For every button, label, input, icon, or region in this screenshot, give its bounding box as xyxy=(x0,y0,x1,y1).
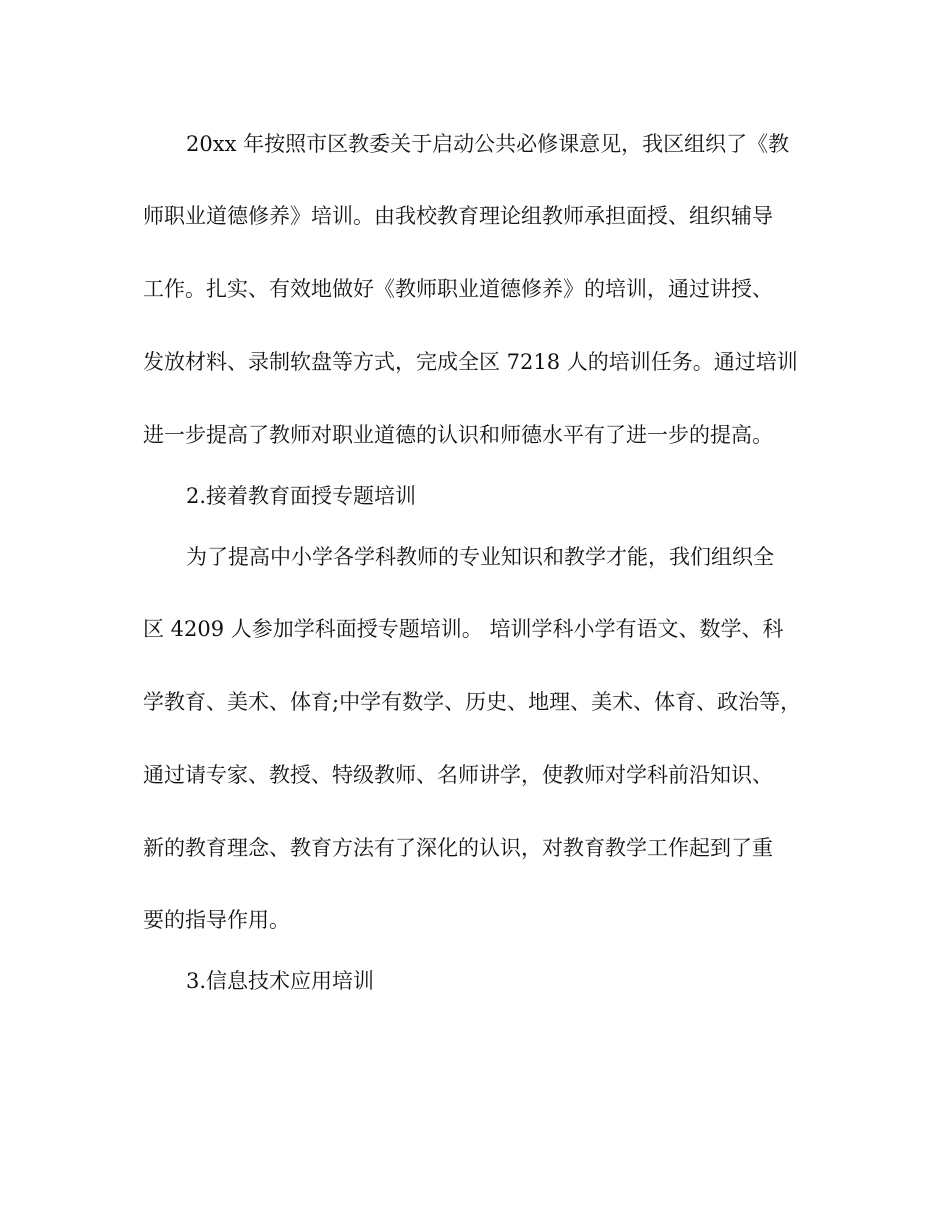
paragraph-2-line-1: 为了提高中小学各学科教师的专业知识和教学才能，我们组织全 xyxy=(186,545,774,569)
paragraph-1-line-5: 进一步提高了教师对职业道德的认识和师德水平有了进一步的提高。 xyxy=(143,423,773,447)
section-heading-3: 3.信息技术应用培训 xyxy=(186,969,375,993)
paragraph-2-line-5: 新的教育理念、教育方法有了深化的认识，对教育教学工作起到了重 xyxy=(143,836,773,860)
paragraph-2-line-3: 学教育、美术、体育;中学有数学、历史、地理、美术、体育、政治等， xyxy=(143,690,802,714)
paragraph-1-line-4: 发放材料、录制软盘等方式，完成全区 7218 人的培训任务。通过培训 xyxy=(143,350,798,374)
paragraph-2-line-4: 通过请专家、教授、特级教师、名师讲学，使教师对学科前沿知识、 xyxy=(143,763,773,787)
paragraph-2-line-6: 要的指导作用。 xyxy=(143,908,290,932)
paragraph-2-line-2: 区 4209 人参加学科面授专题培训。 培训学科小学有语文、数学、科 xyxy=(143,617,784,641)
section-heading-2: 2.接着教育面授专题培训 xyxy=(186,484,417,508)
paragraph-1-line-3: 工作。扎实、有效地做好《教师职业道德修养》的培训，通过讲授、 xyxy=(143,277,773,301)
paragraph-1-line-1: 20xx 年按照市区教委关于启动公共必修课意见，我区组织了《教 xyxy=(186,132,790,156)
paragraph-1-line-2: 师职业道德修养》培训。由我校教育理论组教师承担面授、组织辅导 xyxy=(143,204,773,228)
